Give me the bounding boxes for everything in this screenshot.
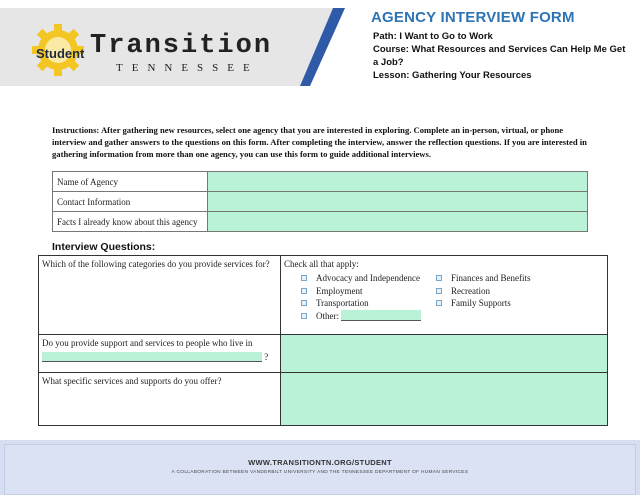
logo-student: Student	[36, 46, 85, 61]
question-mark: ?	[264, 352, 269, 362]
lesson-line: Lesson: Gathering Your Resources	[373, 70, 532, 81]
question-categories: Which of the following categories do you provide services for?	[39, 256, 281, 335]
question-location	[39, 335, 281, 373]
option-label: Transportation	[316, 298, 369, 309]
facts-field[interactable]	[208, 212, 588, 232]
form-title: AGENCY INTERVIEW FORM	[371, 9, 575, 26]
check-prompt: Check all that apply:	[284, 259, 359, 269]
table-row	[53, 172, 588, 192]
logo-tennessee: TENNESSEE	[116, 62, 259, 74]
option-label: Advocacy and Independence	[316, 273, 420, 284]
footer-collab: A COLLABORATION BETWEEN VANDERBILT UNIVERSITY AND THE TENNESSEE DEPARTMENT OF HUMAN SERVICES	[171, 470, 469, 475]
list-item	[301, 297, 421, 310]
location-field[interactable]	[42, 352, 262, 362]
option-label: Finances and Benefits	[451, 273, 531, 284]
list-item	[436, 272, 530, 285]
course-line: Course: What Resources and Services Can Help Me Get a Job?	[373, 44, 626, 68]
checkbox-other[interactable]	[301, 313, 307, 319]
agency-name-label: Name of Agency	[53, 172, 208, 192]
table-row	[39, 335, 608, 373]
checklist-left	[301, 272, 421, 322]
form-meta	[373, 30, 633, 82]
footer-url[interactable]: WWW.TRANSITIONTN.ORG/STUDENT	[248, 458, 392, 467]
table-row	[39, 256, 608, 335]
agency-info-table	[52, 171, 588, 232]
categories-checklist	[281, 256, 608, 335]
checklist-right	[436, 272, 530, 310]
table-row	[39, 373, 608, 426]
checkbox-recreation[interactable]	[436, 288, 442, 294]
footer	[0, 440, 640, 495]
checkbox-transportation[interactable]	[301, 300, 307, 306]
question-location-text: Do you provide support and services to people who live in	[42, 338, 253, 348]
list-item	[436, 297, 530, 310]
contact-info-label: Contact Information	[53, 192, 208, 212]
option-label: Recreation	[451, 285, 490, 296]
checkbox-finances[interactable]	[436, 275, 442, 281]
list-item	[436, 285, 530, 298]
list-item	[301, 285, 421, 298]
checkbox-employment[interactable]	[301, 288, 307, 294]
option-label: Employment	[316, 285, 363, 296]
other-text-field[interactable]	[341, 310, 421, 321]
instructions: Instructions: After gathering new resources, select one agency that you are interested in exploring. Complete an in-person, virtual, or phone interview and gather answers to the questions on this form. After completing the interview, answer the reflection questions. If you are interested in gathering information from more than one agency, you can use this form to guide additional interviews.	[52, 125, 587, 159]
option-label: Other:	[316, 310, 339, 321]
answer-location-field[interactable]	[281, 335, 608, 373]
contact-info-field[interactable]	[208, 192, 588, 212]
interview-table	[38, 255, 608, 426]
list-item	[301, 272, 421, 285]
checkbox-family-supports[interactable]	[436, 300, 442, 306]
question-services: What specific services and supports do you offer?	[39, 373, 281, 426]
interview-questions-title: Interview Questions:	[52, 241, 156, 253]
table-row	[53, 212, 588, 232]
agency-name-field[interactable]	[208, 172, 588, 192]
logo-transition: Transition	[90, 31, 273, 61]
facts-label: Facts I already know about this agency	[53, 212, 208, 232]
table-row	[53, 192, 588, 212]
option-label: Family Supports	[451, 298, 511, 309]
path-line: Path: I Want to Go to Work	[373, 31, 493, 42]
checkbox-advocacy[interactable]	[301, 275, 307, 281]
answer-services-field[interactable]	[281, 373, 608, 426]
header-banner	[0, 8, 345, 86]
list-item	[301, 310, 421, 323]
